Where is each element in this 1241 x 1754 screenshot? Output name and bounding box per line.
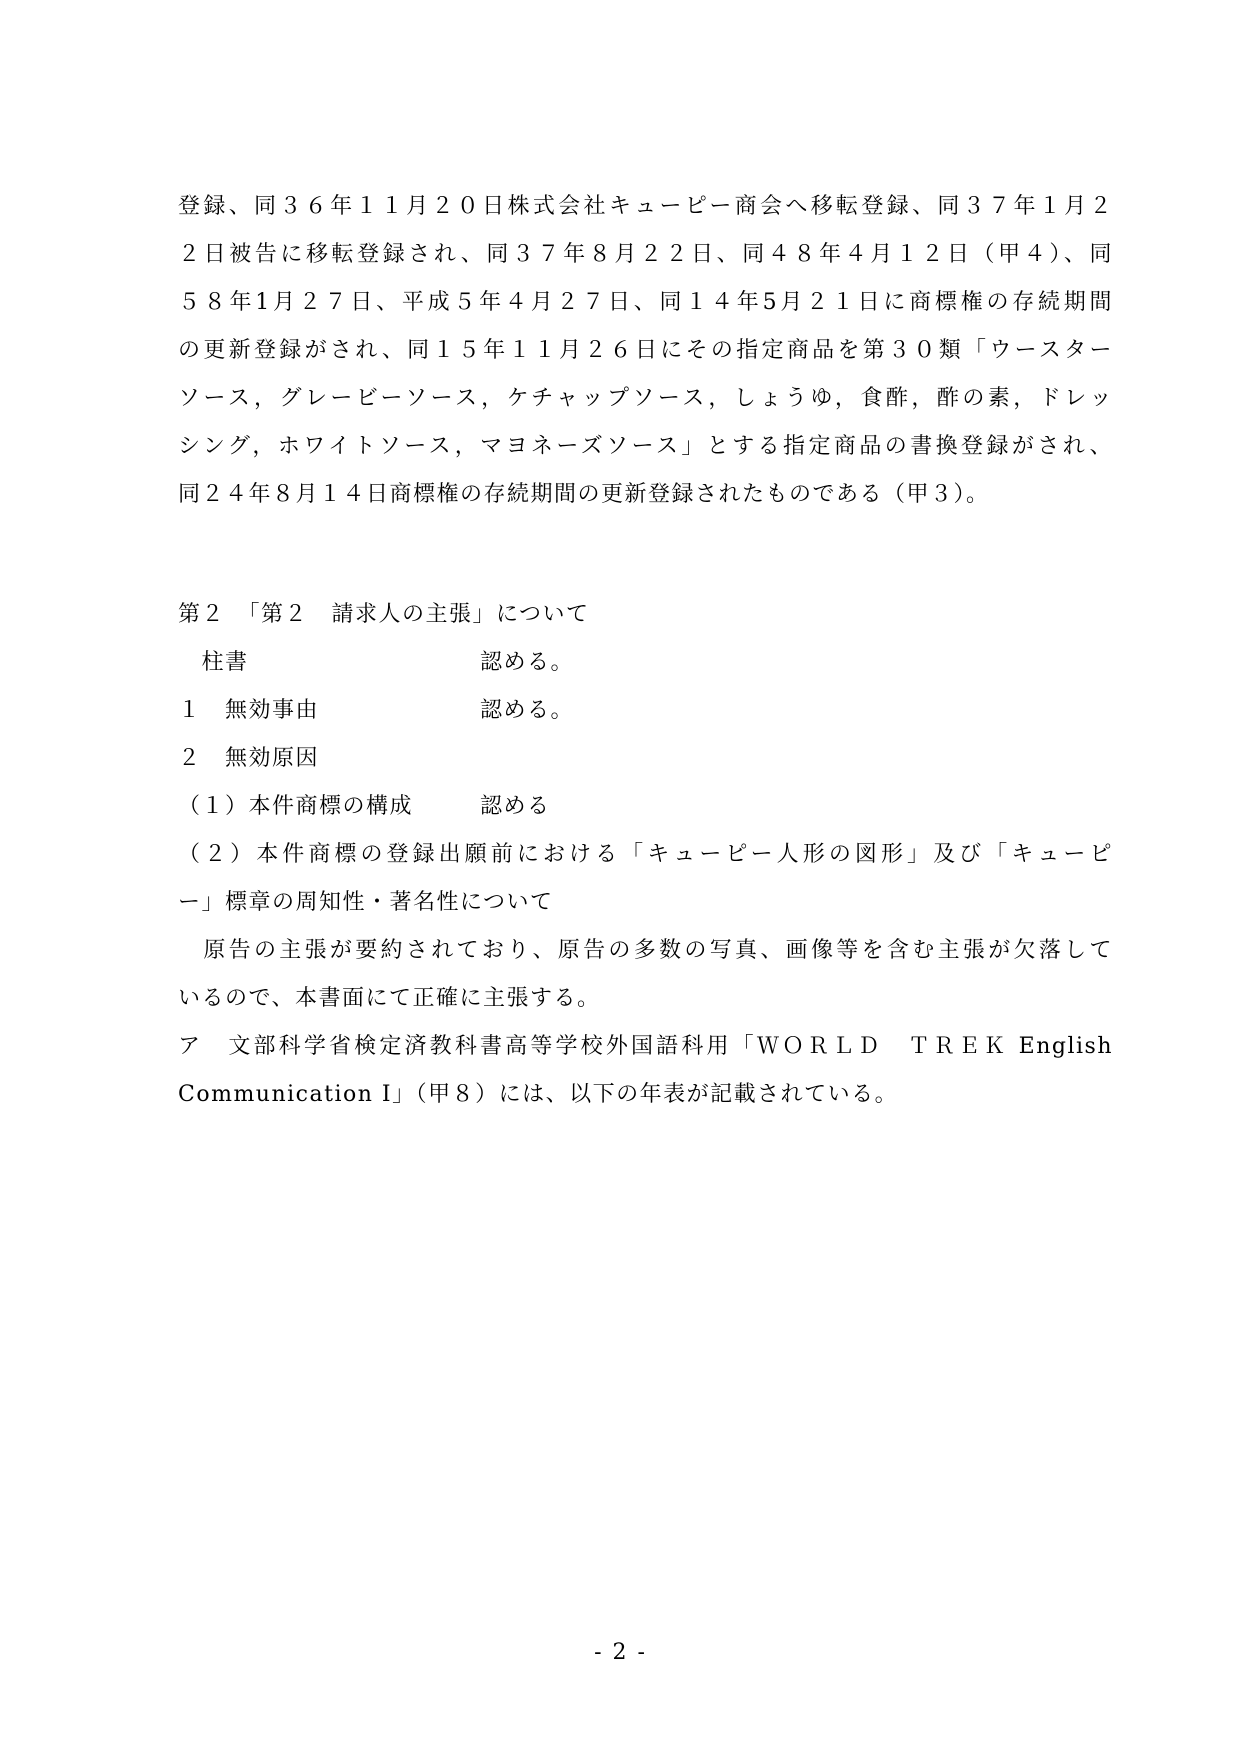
paragraph-registration-history	[178, 183, 1113, 519]
row-label: （１）本件商標の構成	[178, 794, 414, 819]
row-invalidation-cause	[178, 735, 1113, 783]
paragraph-line: 登録、同３６年１１月２０日株式会社キューピー商会へ移転登録、同３７年１月２	[178, 194, 1113, 219]
row-value: 認める。	[480, 650, 575, 675]
item-a-line: Communication I」（甲８）には、以下の年表が記載されている。	[178, 1082, 899, 1107]
section-2	[178, 591, 1113, 1119]
row-preamble	[178, 639, 1113, 687]
paragraph-line: ５８年1月２７日、平成５年４月２７日、同１４年5月２１日に商標権の存続期間	[178, 290, 1113, 315]
row-label: 柱書	[178, 650, 249, 675]
section-heading: 第２ 「第２ 請求人の主張」について	[178, 602, 590, 627]
claim-paragraph-line: いるので、本書面にて正確に主張する。	[178, 986, 601, 1011]
item-2-line: ー」標章の周知性・著名性について	[178, 890, 554, 915]
row-value: 認める。	[480, 698, 575, 723]
paragraph-line: シング，ホワイトソース，マヨネーズソース」とする指定商品の書換登録がされ、	[178, 434, 1113, 459]
paragraph-line: ソース，グレービーソース，ケチャップソース，しょうゆ，食酢，酢の素，ドレッ	[178, 386, 1113, 411]
claim-paragraph-line: 原告の主張が要約されており、原告の多数の写真、画像等を含む主張が欠落して	[178, 938, 1113, 963]
row-invalidation-ground	[178, 687, 1113, 735]
row-label: ２ 無効原因	[178, 746, 320, 771]
paragraph-line: の更新登録がされ、同１５年１１月２６日にその指定商品を第３０類「ウースター	[178, 338, 1113, 363]
row-label: １ 無効事由	[178, 698, 320, 723]
row-value: 認める	[480, 794, 551, 819]
paragraph-line: ２日被告に移転登録され、同３７年８月２２日、同４８年４月１２日（甲４）、同	[178, 242, 1113, 267]
paragraph-line: 同２４年８月１４日商標権の存続期間の更新登録されたものである（甲３）。	[178, 482, 990, 507]
item-2-line: （２）本件商標の登録出願前における「キューピー人形の図形」及び「キューピ	[178, 842, 1113, 867]
page-number: - 2 -	[594, 1640, 647, 1665]
item-a-line: ア 文部科学省検定済教科書高等学校外国語科用「ＷＯＲＬＤ ＴＲＥＫ English	[178, 1034, 1113, 1059]
row-trademark-composition	[178, 783, 1113, 831]
